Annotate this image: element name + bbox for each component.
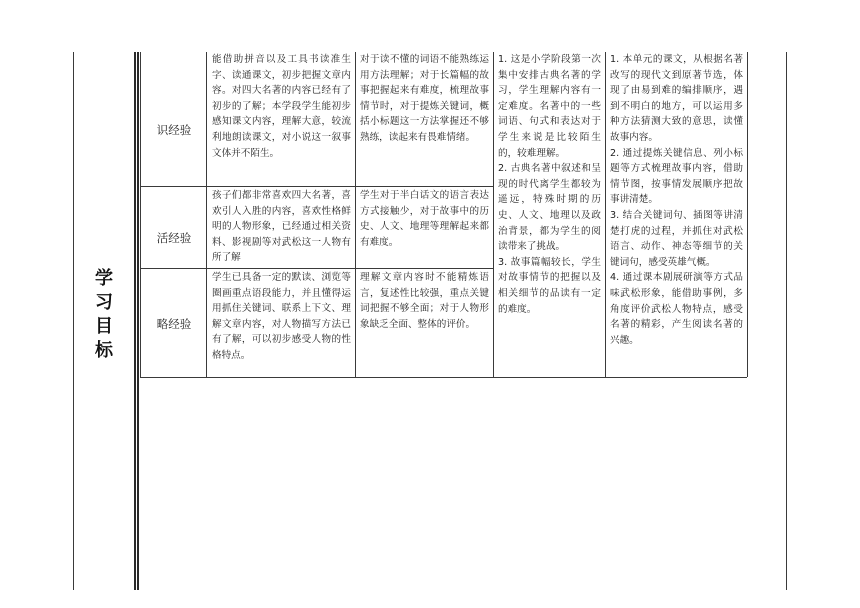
difficulty-item-3: 3. 故事篇幅较长，学生对故事情节的把握以及相关细节的品读有一定的难度。 <box>498 256 601 315</box>
row-label-2: 活经验 <box>156 231 192 245</box>
learning-goals-label <box>73 268 135 362</box>
goal-item-2: 2. 通过提炼关键信息、列小标题等方式梳理故事内容，借助情节图，按事情发展顺序把故事讲清楚。 <box>610 147 743 206</box>
row2-obstacles <box>360 188 489 266</box>
difficulties-list <box>498 52 601 374</box>
difficulty-item-1: 1. 这是小学阶段第一次集中安排古典名著的学习，学生理解内容有一定难度。名著中的一些词语、句式和表达对于学生来说是比较陌生的，较难理解。 <box>498 54 601 159</box>
row3-obstacles <box>360 270 489 374</box>
goal-item-3: 3. 结合关键词句、插图等讲清楚打虎的过程，并抓住对武松语言、动作、神态等细节的关键词句，感受英雄气概。 <box>610 209 743 268</box>
row-label-3: 略经验 <box>156 317 192 331</box>
row-label-1: 识经验 <box>156 123 192 137</box>
side-label-char: 习 <box>95 292 113 313</box>
goal-item-1: 1. 本单元的课文，从根据名著改写的现代文到原著节选，体现了由易到难的编排顺序，遇到不明白的地方，可以运用多种方法猜测大致的意思，读懂故事内容。 <box>610 54 743 143</box>
side-label-char: 标 <box>95 340 113 361</box>
row1-col2-text: 对于读不懂的词语不能熟练运用方法理解；对于长篇幅的故事把握起来有难度，梳理故事情节时，对于提炼关键词，概括小标题这一方法掌握还不够熟练，读起来有畏难情绪。 <box>360 54 489 143</box>
row1-obstacles <box>360 52 489 184</box>
side-label-char: 学 <box>95 268 113 289</box>
row1-col1-text: 能借助拼音以及工具书读准生字、读通课文，初步把握文章内容。对四大名著的内容已经有了初步的了解；本学段学生能初步感知课文内容，理解大意，较流利地朗读课文，对小说这一叙事文体并不陌生。 <box>212 54 351 159</box>
side-label-text <box>95 268 113 362</box>
difficulty-item-2: 2. 古典名著中叙述和呈现的时代离学生都较为遥远，特殊时期的历史、人文、地理以及政治背景，都为学生的阅读带来了挑战。 <box>498 163 601 253</box>
goals-list <box>610 52 743 374</box>
side-label-char: 目 <box>95 316 113 337</box>
row1-existing-experience <box>212 52 351 184</box>
row2-existing-experience <box>212 188 351 266</box>
row3-col2-text: 理解文章内容时不能精炼语言，复述性比较强，重点关键词把握不够全面；对于人物形象缺乏全面、整体的评价。 <box>360 272 489 330</box>
row2-col2-text: 学生对于半白话文的语言表达方式接触少，对于故事中的历史、人文、地理等理解起来都有难度。 <box>360 190 489 248</box>
row3-col1-text: 学生已具备一定的默读、浏览等圈画重点语段能力，并且懂得运用抓住关键词、联系上下文、理解文章内容，对人物描写方法已有了解，可以初步感受人物的性格特点。 <box>212 272 351 361</box>
row3-existing-experience <box>212 270 351 374</box>
row2-col1-text: 孩子们都非常喜欢四大名著，喜欢引人入胜的内容，喜欢性格鲜明的人物形象，已经通过相关资料、影视剧等对武松这一人物有所了解 <box>212 190 351 264</box>
goal-item-4: 4. 通过课本剧展研演等方式品味武松形象，能借助事例，多角度评价武松人物特点，感受名著的精彩，产生阅读名著的兴趣。 <box>610 272 743 346</box>
